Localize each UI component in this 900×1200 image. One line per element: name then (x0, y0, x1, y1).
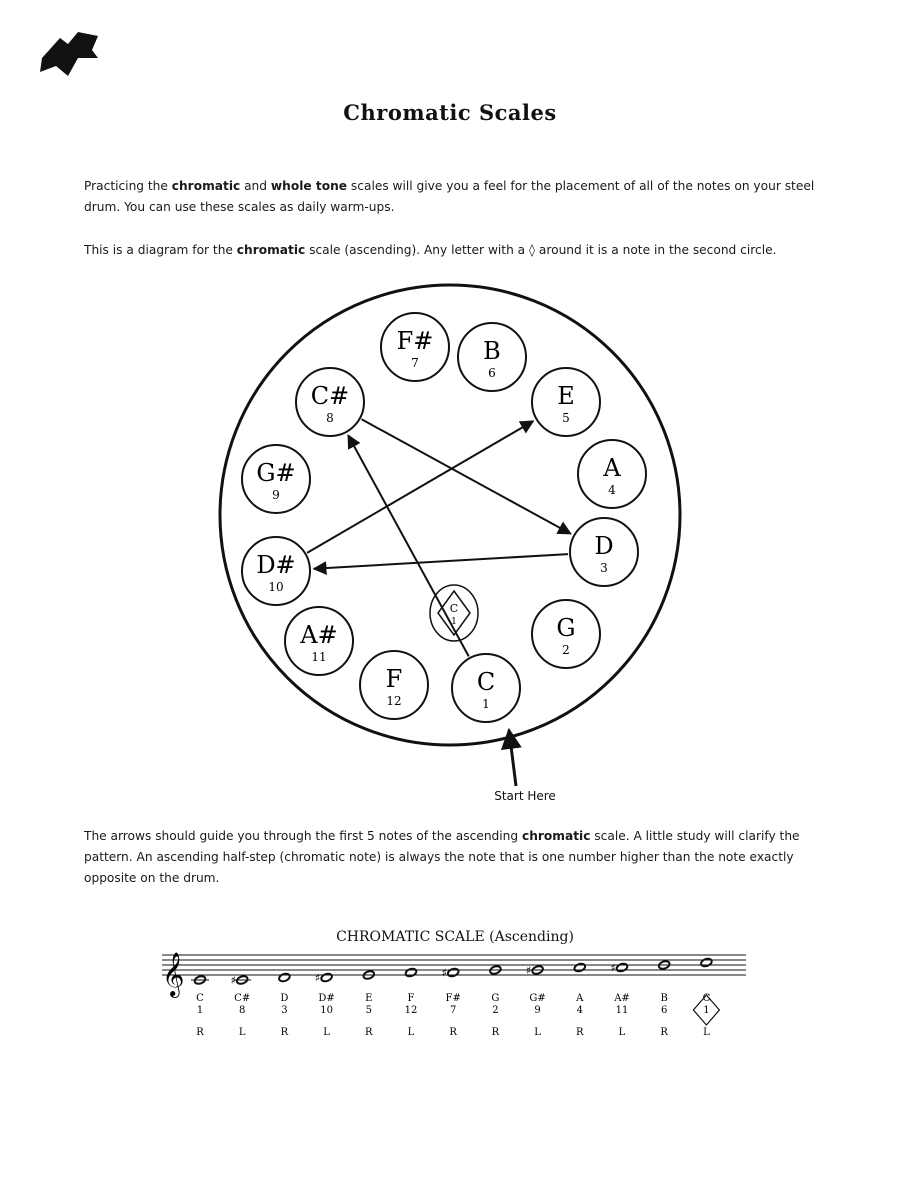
note-letter: C# (310, 382, 350, 410)
note-number: 9 (272, 488, 280, 502)
scale-note-number: 3 (281, 1005, 288, 1016)
note-letter: A (603, 454, 621, 482)
page-number-badge (38, 28, 112, 84)
scale-note-name: A# (614, 993, 630, 1004)
scale-note-name: C (702, 993, 711, 1004)
diagram-description: This is a diagram for the chromatic scale (ascending). Any letter with a ◊ around it is a note in the second circle. (84, 243, 777, 257)
scale-note-number: 1 (703, 1005, 710, 1016)
treble-clef-icon: 𝄞 (162, 952, 185, 996)
scale-note-number: 1 (196, 1005, 204, 1016)
scale-title: CHROMATIC SCALE (Ascending) (336, 929, 574, 945)
note-pad-f-sharp (381, 313, 449, 381)
drum-svg (210, 290, 690, 760)
scale-note-name: F (407, 993, 415, 1004)
scale-note (573, 962, 586, 1038)
note-number: 10 (268, 580, 284, 594)
note-pad-b (458, 323, 526, 391)
scale-note (362, 970, 375, 1038)
scale-note (610, 962, 629, 1039)
note-pad-d (570, 518, 638, 586)
scale-note-number: 9 (534, 1005, 541, 1016)
scale-note-hand: R (280, 1027, 289, 1038)
scale-note-number: 12 (404, 1005, 418, 1016)
sharp-sign: ♯ (610, 961, 616, 975)
scale-note-hand: R (449, 1027, 457, 1038)
intro-paragraph: Practicing the chromatic and whole tone scales will give you a feel for the placement of all of the notes on your steel drum. You can use these scales as daily warm-ups. (84, 179, 815, 214)
sharp-sign: ♯ (441, 966, 447, 980)
page-number: 8 (104, 73, 112, 84)
inner-note-pad (430, 585, 478, 641)
scale-note-hand: L (323, 1027, 330, 1038)
note-letter: G# (256, 459, 296, 487)
note-pad-a (578, 440, 646, 508)
inner-note-letter: C (449, 602, 459, 615)
scale-note (693, 957, 719, 1038)
scale-note-hand: R (660, 1027, 668, 1038)
scale-note-name: G# (529, 993, 546, 1004)
note-head (405, 967, 418, 977)
note-pad-f (360, 651, 428, 719)
drum-outline (220, 285, 680, 745)
note-letter: D (594, 532, 614, 560)
note-pad-c (452, 654, 520, 722)
scale-note (489, 965, 502, 1038)
note-letter: F# (396, 327, 434, 355)
note-number: 4 (608, 483, 616, 497)
note-pad-g (532, 600, 600, 668)
sharp-sign: ♯ (314, 971, 321, 985)
note-letter: B (483, 337, 501, 365)
scale-note (278, 972, 291, 1038)
note-letter: E (557, 382, 575, 410)
start-here-arrow (509, 730, 516, 786)
note-letter: G (556, 614, 576, 642)
scale-note-hand: L (407, 1027, 415, 1038)
scale-note (658, 960, 671, 1038)
scale-note (191, 975, 209, 1038)
note-number: 6 (488, 366, 496, 380)
scale-note-number: 10 (320, 1005, 333, 1016)
note-letter: A# (300, 621, 338, 649)
arrow-3 (314, 554, 568, 569)
note-letter: C (476, 668, 496, 696)
note-number: 3 (600, 561, 608, 575)
note-pad-e (532, 368, 600, 436)
note-number: 11 (311, 650, 327, 664)
scale-note-name: G (491, 993, 500, 1004)
scale-note-number: 4 (576, 1005, 583, 1016)
page-title: Chromatic Scales (343, 100, 557, 125)
scale-note-hand: R (576, 1027, 584, 1038)
scale-note (405, 967, 418, 1038)
sharp-sign: ♯ (525, 964, 532, 977)
inner-note-number: 1 (451, 617, 457, 627)
scale-note-hand: R (196, 1027, 204, 1038)
scale-note-number: 6 (661, 1005, 668, 1016)
scale-note-hand: R (365, 1027, 373, 1038)
scale-note-name: C (196, 993, 204, 1004)
note-number: 7 (411, 356, 419, 370)
scale-note-number: 8 (239, 1005, 246, 1016)
scale-note-name: B (660, 993, 668, 1004)
scale-note-number: 2 (492, 1005, 499, 1016)
note-head (616, 962, 629, 972)
note-pad-a-sharp (285, 607, 353, 675)
arrow-4 (307, 421, 533, 553)
note-number: 2 (562, 643, 570, 657)
scale-note-name: A (576, 993, 584, 1004)
note-head (700, 957, 713, 967)
scale-note-name: F# (445, 993, 461, 1004)
scale-note (231, 974, 252, 1038)
arrow-badge-icon (38, 28, 100, 80)
note-number: 1 (482, 697, 490, 711)
scale-note-hand: R (491, 1027, 500, 1038)
scale-note-hand: L (618, 1027, 626, 1038)
note-head (447, 967, 460, 977)
note-pad-g-sharp (242, 445, 310, 513)
note-head (278, 972, 291, 982)
scale-note-number: 7 (450, 1005, 457, 1016)
scale-note-hand: L (534, 1027, 541, 1038)
note-letter: D# (256, 551, 296, 579)
scale-note-hand: L (703, 1027, 710, 1038)
chromatic-scale-staff (158, 945, 758, 1050)
note-number: 5 (562, 411, 570, 425)
note-pad-d-sharp (242, 537, 310, 605)
staff-svg (158, 945, 758, 1050)
scale-note-name: D (280, 993, 289, 1004)
scale-note (442, 967, 461, 1039)
note-head (573, 962, 586, 972)
note-pad-c-sharp (296, 368, 364, 436)
sharp-sign: ♯ (230, 974, 236, 987)
note-letter: F (385, 665, 403, 693)
scale-note-name: C# (234, 993, 251, 1004)
explanation-paragraph: The arrows should guide you through the first 5 notes of the ascending chromatic scale. A little study will clarify the pattern. An ascending half-step (chromatic note) is always the note that is one number higher than the note exactly opposite on the drum. (84, 829, 800, 885)
note-number: 8 (326, 411, 334, 425)
scale-note-number: 11 (615, 1005, 629, 1016)
scale-note (315, 972, 335, 1039)
steel-drum-diagram (210, 290, 690, 760)
start-here-label: Start Here (494, 789, 556, 803)
scale-note-hand: L (238, 1027, 246, 1038)
note-number: 12 (386, 694, 402, 708)
scale-note-name: D# (318, 993, 335, 1004)
note-head (320, 972, 333, 982)
scale-note-number: 5 (365, 1005, 372, 1016)
scale-note-name: E (365, 993, 373, 1004)
